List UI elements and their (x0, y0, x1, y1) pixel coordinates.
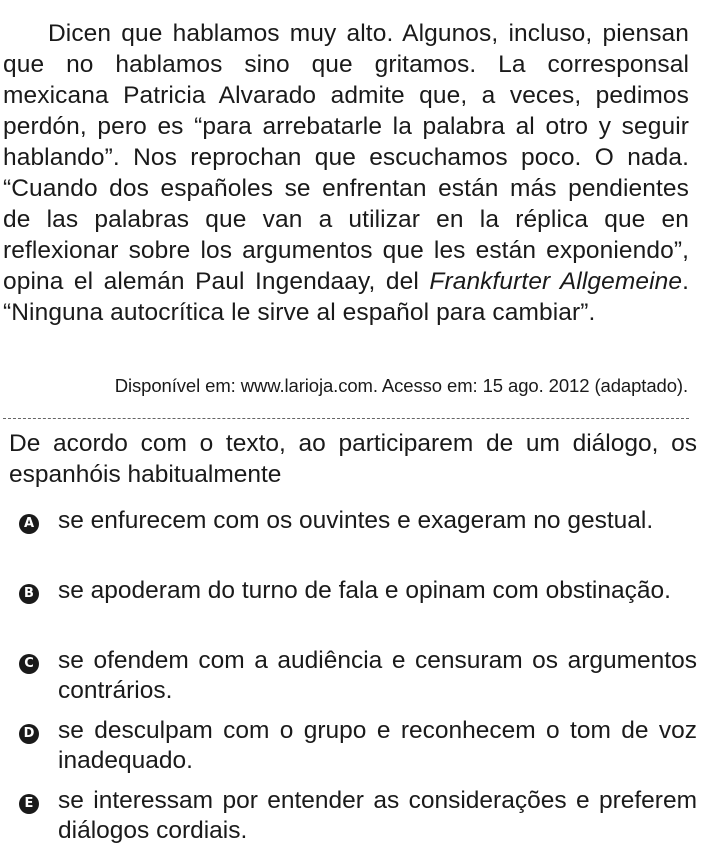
option-b-letter-badge: B (19, 584, 39, 604)
option-d-letter-badge: D (19, 724, 39, 744)
passage-part-2: . “Ninguna autocrítica le sirve al español para cambiar”. (3, 268, 689, 326)
option-a-text: se enfurecem com os ouvintes e exageram no gestual. (58, 507, 654, 534)
passage-part-1: Dicen que hablamos muy alto. Algunos, incluso, piensan que no hablamos sino que gritamos. La corresponsal mexicana Patricia Alvarado admite que, a veces, pedimos perdón, pero es “para arrebatarle la palabra al otro y seguir hablando”. Nos reprochan que escuchamos poco. O nada. “Cuando dos españoles se enfrentan están más pendientes de las palabras que van a utilizar en la réplica que en reflexionar sobre los argumentos que les están exponiendo”, opina el alemán Paul Ingendaay, del (3, 20, 689, 295)
option-e-letter-badge: E (19, 794, 39, 814)
option-d-text: se desculpam com o grupo e reconhecem o tom de voz inadequado. (58, 717, 697, 774)
passage-text (3, 18, 689, 328)
option-c-letter-badge: C (19, 654, 39, 674)
newspaper-name: Frankfurter Allgemeine (429, 268, 683, 295)
question-stem: De acordo com o texto, ao participarem de um diálogo, os espanhóis habitualmente (9, 430, 697, 488)
option-b-text: se apoderam do turno de fala e opinam com obstinação. (58, 577, 671, 604)
option-e-text: se interessam por entender as considerações e preferem diálogos cordiais. (58, 787, 697, 844)
option-c-text: se ofendem com a audiência e censuram os argumentos contrários. (58, 647, 697, 704)
dashed-divider (3, 418, 689, 419)
source-citation: Disponível em: www.larioja.com. Acesso em: 15 ago. 2012 (adaptado). (114, 375, 688, 396)
option-a-letter-badge: A (19, 514, 39, 534)
